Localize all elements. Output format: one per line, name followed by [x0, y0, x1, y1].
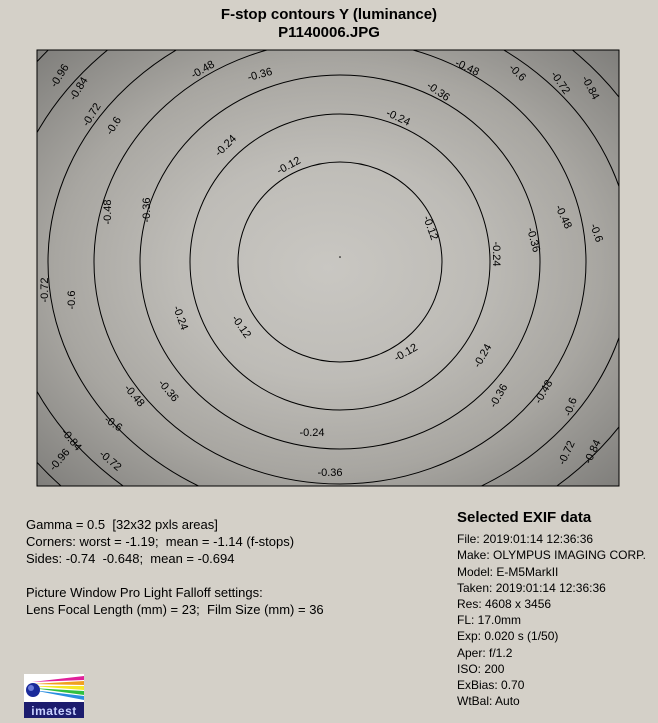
contour-label: -0.36 — [155, 377, 181, 405]
contour-label: -0.84 — [578, 74, 602, 102]
contour-label: -0.72 — [38, 277, 51, 303]
exif-row: Taken: 2019:01:14 12:36:36 — [457, 580, 606, 595]
chart-subtitle: P1140006.JPG — [278, 24, 380, 41]
exif-row: Make: OLYMPUS IMAGING CORP. — [457, 548, 646, 563]
contour-label: -0.36 — [424, 79, 452, 105]
contour-label: -0.12 — [420, 214, 441, 242]
contour-label: -0.48 — [121, 382, 147, 410]
contour-label: -0.48 — [552, 203, 574, 231]
contour-label: -0.72 — [547, 69, 573, 97]
exif-row: FL: 17.0mm — [457, 613, 522, 628]
exif-row: ISO: 200 — [457, 661, 505, 676]
contour-label: -0.6 — [65, 290, 78, 310]
exif-row: Res: 4608 x 3456 — [457, 597, 552, 612]
contour-label: -0.12 — [392, 341, 420, 365]
contour-label: -0.6 — [562, 396, 580, 418]
exif-row: File: 2019:01:14 12:36:36 — [457, 532, 594, 547]
imatest-logo — [24, 674, 84, 718]
contour-label: -0.72 — [80, 101, 104, 129]
exif-title: Selected EXIF data — [457, 510, 592, 526]
contour-label: -0.48 — [453, 57, 481, 79]
pw-settings-text: Lens Focal Length (mm) = 23; Film Size (mm) = 36 — [26, 602, 324, 617]
contour-label: -0.72 — [556, 439, 578, 467]
contour-label: -0.36 — [524, 226, 543, 254]
contour-label: -0.6 — [101, 413, 125, 435]
contour-label: -0.48 — [532, 378, 556, 406]
exif-panel — [457, 510, 658, 709]
contour-label: -0.36 — [487, 382, 511, 410]
exif-row: Aper: f/1.2 — [457, 645, 513, 660]
contour-label: -0.96 — [47, 446, 73, 474]
contour-label: -0.6 — [587, 222, 605, 244]
pw-settings-title: Picture Window Pro Light Falloff settings: — [26, 585, 263, 600]
contour-label: -0.24 — [212, 132, 240, 160]
contour-label: -0.48 — [101, 199, 114, 225]
logo-text: imatest — [31, 704, 77, 718]
contour-label: -0.36 — [317, 466, 343, 479]
contour-label: -0.48 — [189, 58, 217, 82]
center-dot — [339, 256, 341, 258]
stats-panel — [26, 516, 324, 618]
contour-label: -0.24 — [384, 107, 412, 129]
contour-label: -0.72 — [96, 448, 124, 474]
chart-title: F-stop contours Y (luminance) — [220, 6, 438, 23]
plot-area — [37, 50, 619, 486]
exif-row: Model: E-M5MarkII — [457, 564, 559, 579]
contour-label: -0.24 — [471, 342, 495, 370]
contour-label: -0.36 — [140, 197, 153, 223]
contour-label: -0.6 — [506, 61, 529, 84]
contour-label: -0.84 — [582, 438, 604, 466]
contour-label: -0.12 — [275, 154, 303, 178]
contour-label: -0.96 — [48, 62, 72, 90]
corners-text: Corners: worst = -1.19; mean = -1.14 (f-stops) — [26, 534, 295, 549]
contour-label: -0.84 — [58, 426, 84, 454]
contour-label: -0.84 — [67, 75, 91, 103]
exif-row: ExBias: 0.70 — [457, 678, 525, 693]
contour-label: -0.24 — [170, 304, 191, 332]
exif-row: WtBal: Auto — [457, 694, 520, 709]
contour-label: -0.6 — [103, 114, 125, 138]
sides-text: Sides: -0.74 -0.648; mean = -0.694 — [26, 551, 235, 566]
contour-label: -0.24 — [299, 426, 325, 439]
gamma-text: Gamma = 0.5 [32x32 pxls areas] — [26, 517, 218, 532]
contour-label: -0.12 — [228, 313, 254, 341]
exif-row: Exp: 0.020 s (1/50) — [457, 629, 559, 644]
contour-label: -0.36 — [246, 65, 274, 84]
contour-label: -0.24 — [490, 241, 503, 267]
